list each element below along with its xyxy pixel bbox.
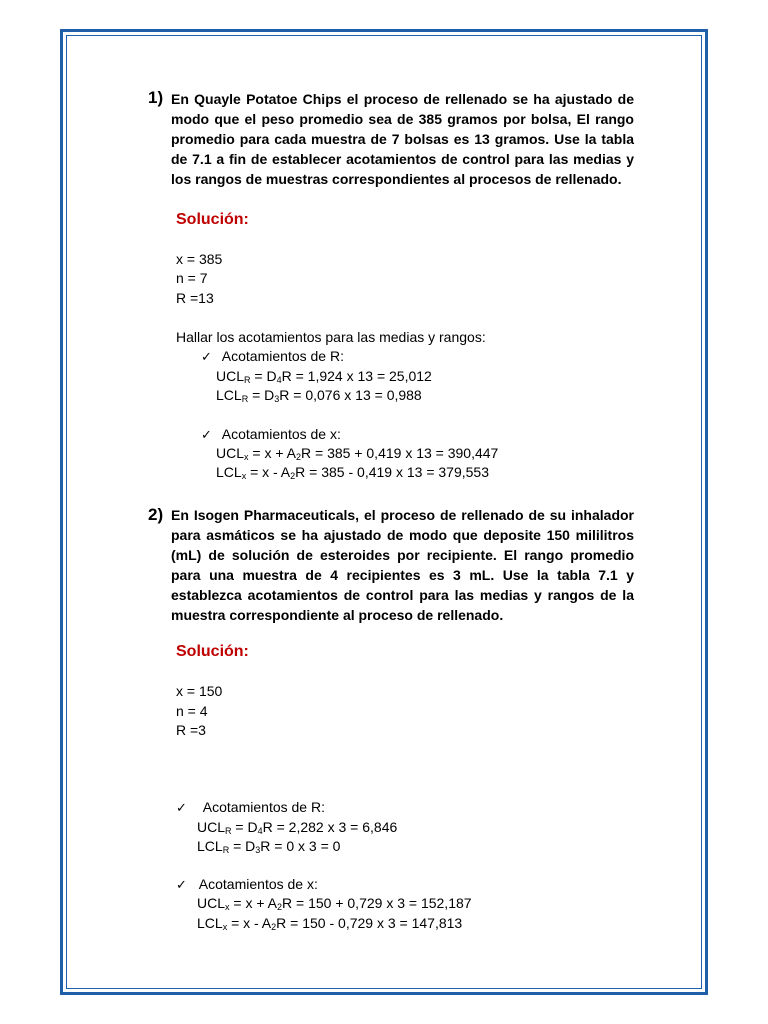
problem-2-solution-label: Solución: bbox=[176, 643, 249, 660]
checkmark-icon: ✓ bbox=[176, 800, 187, 815]
problem-1-ucl-r: $UCL_R = D_4R = 1,924$ x 13 = 25,012 bbox=[216, 368, 432, 385]
problem-2-range-heading: ✓ Acotamientos de R: bbox=[176, 799, 325, 815]
checkmark-icon: ✓ bbox=[201, 427, 212, 442]
problem-2-lcl-r: $LCL_R = D_3R = 0$ x 3 = 0 bbox=[197, 838, 341, 855]
problem-2-given-n: n = 4 bbox=[176, 703, 208, 719]
problem-1-range-heading: ✓ Acotamientos de R: bbox=[201, 348, 344, 364]
problem-2-number: 2) bbox=[148, 505, 164, 524]
problem-2-lcl-x: $LCL_x = x - A_2R = 150 - 0,729$ x 3 = 147,813 bbox=[197, 915, 463, 932]
problem-2-mean-heading: ✓ Acotamientos de x: bbox=[176, 876, 318, 892]
problem-1-ucl-x: $UCL_x = x + A_2R = 385 + 0,419$ x 13 = 390,447 bbox=[216, 445, 499, 462]
checkmark-icon: ✓ bbox=[201, 349, 212, 364]
problem-2-ucl-r: $UCL_R = D_4R = 2,282$ x 3 = 6,846 bbox=[197, 819, 398, 836]
problem-2-given-r: R =3 bbox=[176, 722, 206, 738]
problem-1-given-n: n = 7 bbox=[176, 270, 208, 286]
checkmark-icon: ✓ bbox=[176, 877, 187, 892]
problem-1-number: 1) bbox=[148, 88, 164, 107]
problem-1-solution-label: Solución: bbox=[176, 211, 249, 228]
problem-1-statement: En Quayle Potatoe Chips el proceso de rellenado se ha ajustado de modo que el peso promedio sea de 385 gramos por bolsa, El rango promedio para cada muestra de 7 bolsas es 13 gramos. Use la tabla de 7.1 a fin de establecer acotamientos de control para las medias y los rangos de muestras correspondientes al procesos de rellenado. bbox=[171, 91, 634, 187]
problem-1-mean-heading: ✓ Acotamientos de x: bbox=[201, 426, 341, 442]
problem-1-given-x: x = 385 bbox=[176, 251, 223, 267]
problem-1-given-r: R =13 bbox=[176, 290, 214, 306]
problem-2-statement: En Isogen Pharmaceuticals, el proceso de rellenado de su inhalador para asmáticos se ha ajustado de modo que deposite 150 mililitros (mL) de solución de esteroides por recipiente. El rango promedio para una muestra de 4 recipientes es 3 mL. Use la tabla 7.1 y establezca acotamientos de control para las medias y rangos de la muestra correspondiente al proceso de rellenado. bbox=[171, 507, 634, 623]
problem-2-given-x: x = 150 bbox=[176, 683, 223, 699]
problem-1-intro: Hallar los acotamientos para las medias y rangos: bbox=[176, 329, 486, 345]
problem-1-lcl-r: $LCL_R = D_3R = 0,076$ x 13 = 0,988 bbox=[216, 387, 422, 404]
problem-2-ucl-x: $UCL_x = x + A_2R = 150 + 0,729$ x 3 = 152,187 bbox=[197, 895, 472, 912]
problem-1-lcl-x: $LCL_x = x - A_2R = 385 - 0,419$ x 13 = 379,553 bbox=[216, 464, 489, 481]
